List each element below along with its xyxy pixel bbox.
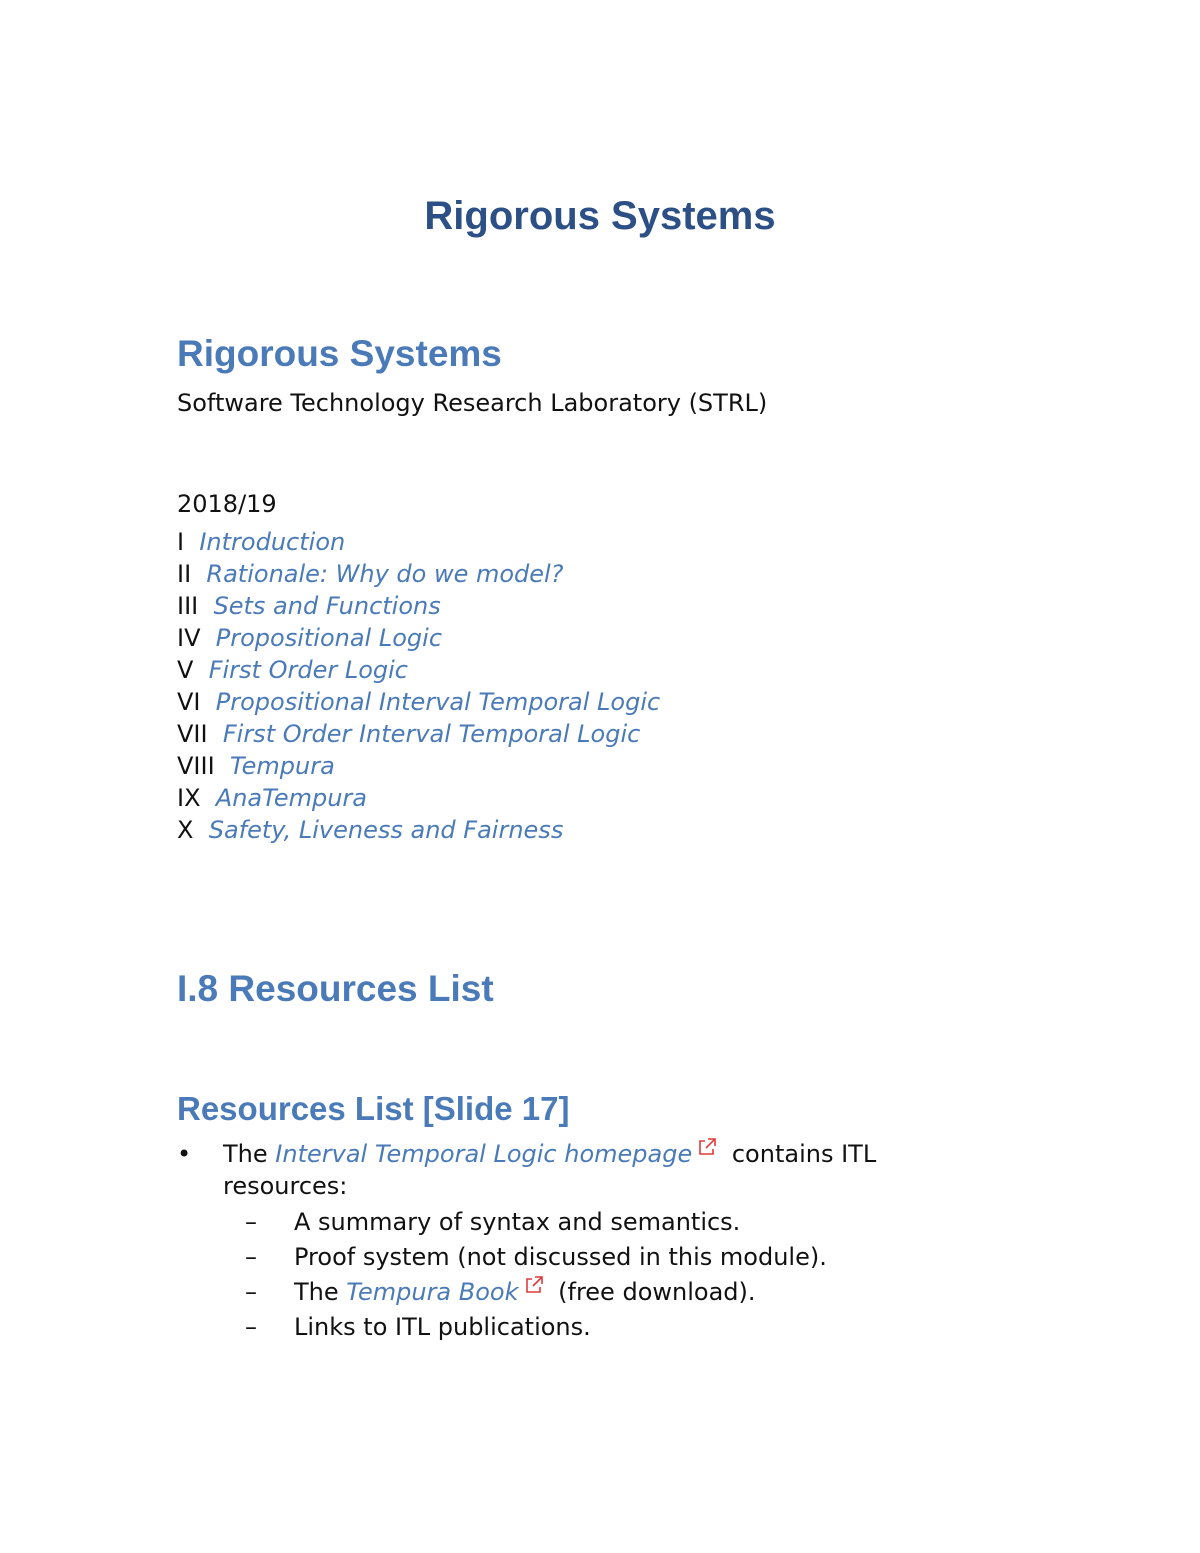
toc-number: X [177, 816, 194, 844]
toc-item [177, 622, 660, 654]
toc-item [177, 558, 660, 590]
toc-item [177, 750, 660, 782]
resources-sublist [223, 1205, 1077, 1345]
toc-item [177, 814, 660, 846]
toc-item [177, 782, 660, 814]
toc-link-first-order-logic[interactable]: First Order Logic [208, 656, 408, 684]
external-link-icon[interactable] [696, 1134, 718, 1156]
book-prefix: The [294, 1278, 339, 1306]
toc-link-safety-liveness[interactable]: Safety, Liveness and Fairness [208, 816, 564, 844]
list-item [223, 1205, 1077, 1240]
list-item [223, 1310, 1077, 1345]
document-title: Rigorous Systems [424, 194, 776, 238]
toc-link-sets-functions[interactable]: Sets and Functions [213, 592, 441, 620]
external-link-icon[interactable] [523, 1271, 545, 1293]
intro-prefix: The [223, 1140, 268, 1168]
toc-number: VI [177, 688, 201, 716]
toc-item [177, 590, 660, 622]
tempura-book-link[interactable]: Tempura Book [346, 1278, 519, 1306]
academic-year: 2018/19 [177, 490, 277, 518]
bullet-icon: • [177, 1140, 192, 1168]
list-item [177, 1138, 1077, 1345]
toc-number: VIII [177, 752, 215, 780]
toc-link-tempura[interactable]: Tempura [229, 752, 335, 780]
lab-subtitle: Software Technology Research Laboratory (STRL) [177, 389, 768, 417]
toc-item [177, 718, 660, 750]
toc-number: II [177, 560, 192, 588]
toc-link-pitl[interactable]: Propositional Interval Temporal Logic [215, 688, 661, 716]
toc-number: IX [177, 784, 201, 812]
toc-number: VII [177, 720, 208, 748]
toc-link-rationale[interactable]: Rationale: Why do we model? [206, 560, 564, 588]
toc-item [177, 654, 660, 686]
toc-link-anatempura[interactable]: AnaTempura [215, 784, 367, 812]
sub-item-text: A summary of syntax and semantics. [294, 1208, 741, 1236]
book-suffix: (free download). [558, 1278, 756, 1306]
toc-number: I [177, 528, 185, 556]
section-subheading: Resources List [Slide 17] [177, 1090, 570, 1127]
dash-icon: – [245, 1313, 257, 1341]
dash-icon: – [245, 1278, 257, 1306]
toc-link-propositional-logic[interactable]: Propositional Logic [215, 624, 443, 652]
table-of-contents [177, 526, 660, 846]
toc-item [177, 686, 660, 718]
list-item [223, 1275, 1077, 1310]
section-heading: I.8 Resources List [177, 968, 494, 1009]
list-item [223, 1240, 1077, 1275]
toc-link-introduction[interactable]: Introduction [199, 528, 346, 556]
toc-number: III [177, 592, 199, 620]
sub-item-text: Proof system (not discussed in this module). [294, 1243, 827, 1271]
toc-number: IV [177, 624, 201, 652]
dash-icon: – [245, 1208, 257, 1236]
resources-list [177, 1138, 1077, 1345]
itl-homepage-link[interactable]: Interval Temporal Logic homepage [275, 1140, 693, 1168]
intro-suffix: contains ITL [731, 1140, 877, 1168]
main-heading: Rigorous Systems [177, 333, 502, 374]
intro-line2: resources: [223, 1172, 348, 1200]
dash-icon: – [245, 1243, 257, 1271]
toc-link-foitl[interactable]: First Order Interval Temporal Logic [222, 720, 641, 748]
toc-item [177, 526, 660, 558]
toc-number: V [177, 656, 194, 684]
sub-item-text: Links to ITL publications. [294, 1313, 591, 1341]
